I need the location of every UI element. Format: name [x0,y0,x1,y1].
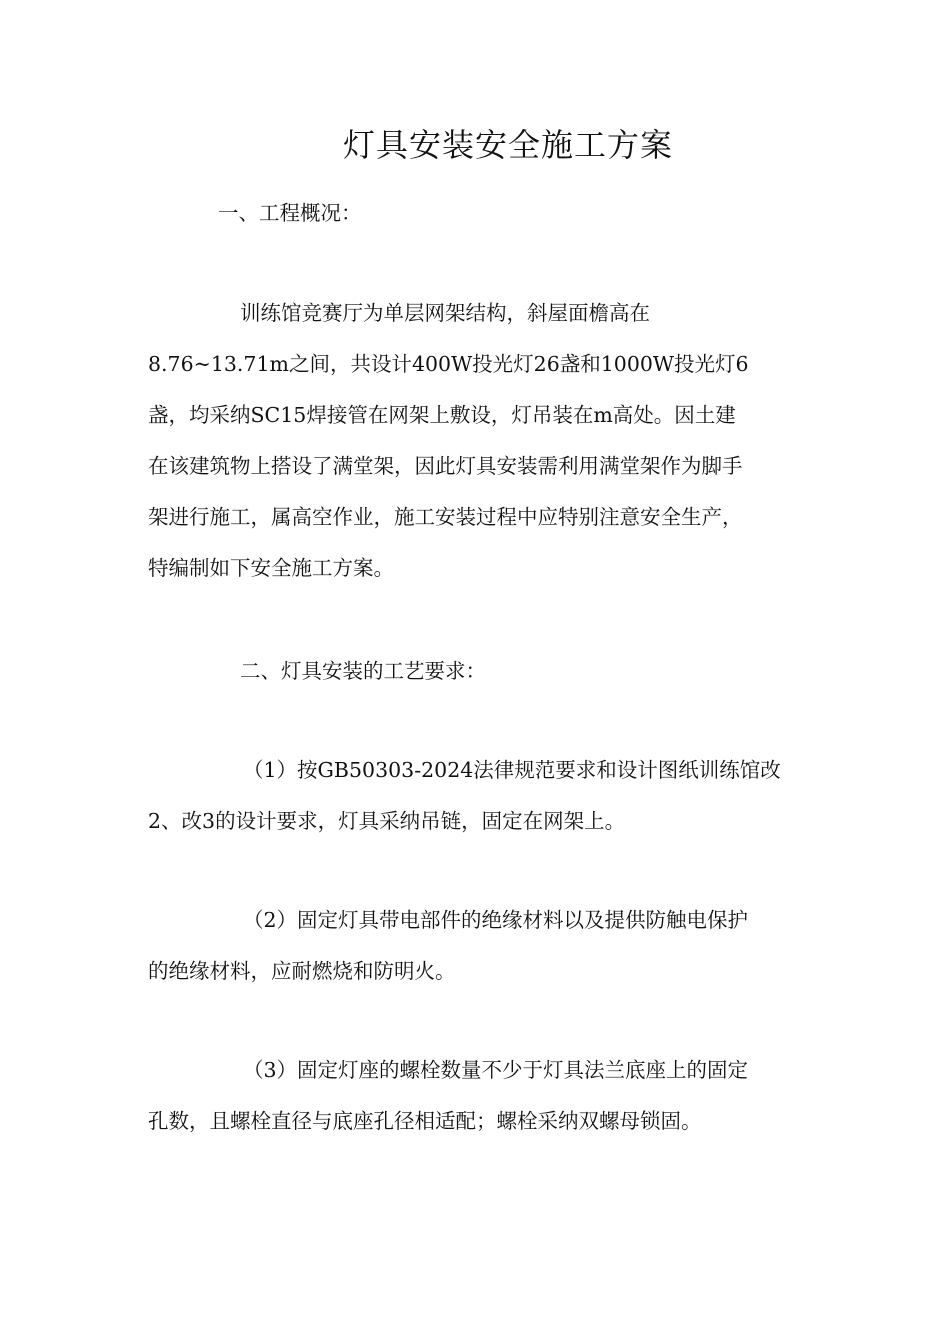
paragraph-line: 架进行施工，属高空作业，施工安装过程中应特别注意安全生产， [148,505,743,529]
paragraph-line: 的绝缘材料，应耐燃烧和防明火。 [148,959,456,983]
requirement-item-2 [148,895,808,997]
section2-heading-block [148,646,808,697]
section1-heading-block [148,188,808,239]
paragraph-line: （2）固定灯具带电部件的绝缘材料以及提供防触电保护 [243,908,749,932]
paragraph-line: 特编制如下安全施工方案。 [148,556,394,580]
requirement-item-1 [148,745,808,847]
paragraph-line: （3）固定灯座的螺栓数量不少于灯具法兰底座上的固定 [243,1058,749,1082]
paragraph-line: 孔数，且螺栓直径与底座孔径相适配；螺栓采纳双螺母锁固。 [148,1109,702,1133]
paragraph-line: （1）按GB50303-2024法律规范要求和设计图纸训练馆改 [243,758,781,782]
section2-heading: 二、灯具安装的工艺要求： [240,659,486,683]
section1-heading: 一、工程概况： [218,201,362,225]
requirement-item-3 [148,1045,808,1147]
paragraph-line: 2、改3的设计要求，灯具采纳吊链，固定在网架上。 [148,809,626,833]
paragraph-line: 训练馆竞赛厅为单层网架结构，斜屋面檐高在 [240,301,650,325]
document-title: 灯具安装安全施工方案 [342,126,673,164]
paragraph-line: 8.76~13.71m之间，共设计400W投光灯26盏和1000W投光灯6 [148,352,749,376]
paragraph-line: 盏，均采纳SC15焊接管在网架上敷设，灯吊装在m高处。因土建 [148,403,736,427]
section1-paragraph [148,288,808,594]
paragraph-line: 在该建筑物上搭设了满堂架，因此灯具安装需利用满堂架作为脚手 [148,454,743,478]
